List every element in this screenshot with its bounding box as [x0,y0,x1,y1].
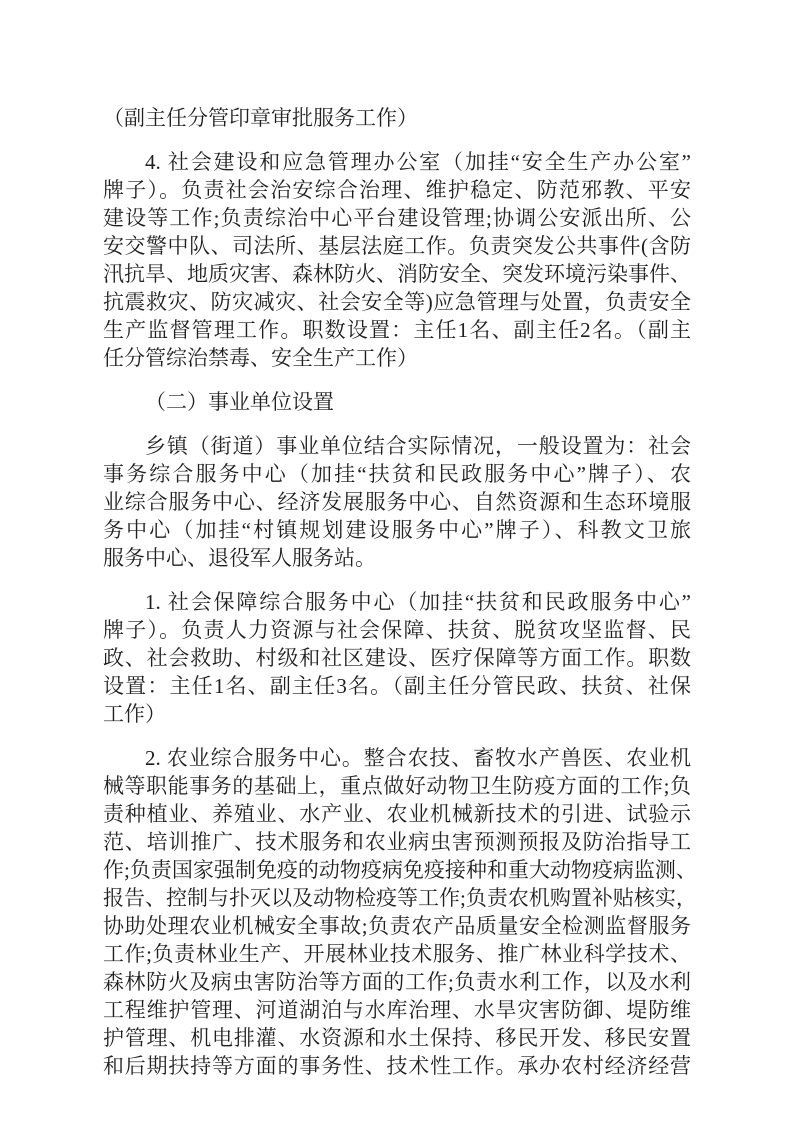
text-line: 汛抗旱、地质灾害、森林防火、消防安全、突发环境污染事件、 [103,262,691,286]
text-line: 工作） [103,702,166,726]
text-line: 务中心（加挂“村镇规划建设服务中心”牌子）、科教文卫旅 [103,518,691,542]
text-line: 建设等工作;负责综治中心平台建设管理;协调公安派出所、公 [103,206,691,230]
text-line: 作;负责国家强制免疫的动物疫病免疫接种和重大动物疫病监测、 [103,858,697,882]
para-deputy-director-seal-note [103,104,691,132]
para-heading-section-2-institutions [103,388,691,416]
para-item-4-social-construction-emergency-office [103,148,691,372]
text-line: 工作;负责林业生产、开展林业技术服务、推广林业科学技术、 [103,942,691,966]
text-line: 生产监督管理工作。职数设置：主任1名、副主任2名。（副主 [103,318,691,342]
document-body [103,104,697,1080]
text-line: 服务中心、退役军人服务站。 [103,546,376,570]
text-line: 牌子）。负责社会治安综合治理、维护稳定、防范邪教、平安 [103,178,691,202]
text-line: 4. 社会建设和应急管理办公室（加挂“安全生产办公室” [145,150,691,174]
text-line: （二）事业单位设置 [145,390,334,414]
text-line: 协助处理农业机械安全事故;负责农产品质量安全检测监督服务 [103,914,691,938]
text-line: （副主任分管印章审批服务工作） [103,106,418,130]
text-line: 任分管综治禁毒、安全生产工作） [103,346,418,370]
para-item-1-social-security-service-center [103,588,691,728]
text-line: 责种植业、养殖业、水产业、农业机械新技术的引进、试验示 [103,802,691,826]
text-line: 牌子）。负责人力资源与社会保障、扶贫、脱贫攻坚监督、民 [103,618,691,642]
text-line: 1. 社会保障综合服务中心（加挂“扶贫和民政服务中心” [145,590,691,614]
text-line: 事务综合服务中心（加挂“扶贫和民政服务中心”牌子）、农 [103,462,691,486]
para-item-2-agriculture-service-center [103,744,697,1080]
text-line: 和后期扶持等方面的事务性、技术性工作。承办农村经济经营 [103,1054,691,1078]
text-line: 范、培训推广、技术服务和农业病虫害预测预报及防治指导工 [103,830,691,854]
text-line: 业综合服务中心、经济发展服务中心、自然资源和生态环境服 [103,490,691,514]
text-line: 设置：主任1名、副主任3名。（副主任分管民政、扶贫、社保 [103,674,691,698]
para-institutions-overview [103,432,691,572]
text-line: 报告、控制与扑灭以及动物检疫等工作;负责农机购置补贴核实， [103,886,697,910]
text-line: 工程维护管理、河道湖泊与水库治理、水旱灾害防御、堤防维 [103,998,691,1022]
text-line: 政、社会救助、村级和社区建设、医疗保障等方面工作。职数 [103,646,691,670]
text-line: 2. 农业综合服务中心。整合农技、畜牧水产兽医、农业机 [145,746,691,770]
text-line: 护管理、机电排灌、水资源和水土保持、移民开发、移民安置 [103,1026,691,1050]
text-line: 乡镇（街道）事业单位结合实际情况，一般设置为：社会 [145,434,691,458]
text-line: 抗震救灾、防灾减灾、社会安全等)应急管理与处置，负责安全 [103,290,691,314]
text-line: 安交警中队、司法所、基层法庭工作。负责突发公共事件(含防 [103,234,691,258]
text-line: 械等职能事务的基础上，重点做好动物卫生防疫方面的工作;负 [103,774,691,798]
text-line: 森林防火及病虫害防治等方面的工作;负责水利工作，以及水利 [103,970,691,994]
